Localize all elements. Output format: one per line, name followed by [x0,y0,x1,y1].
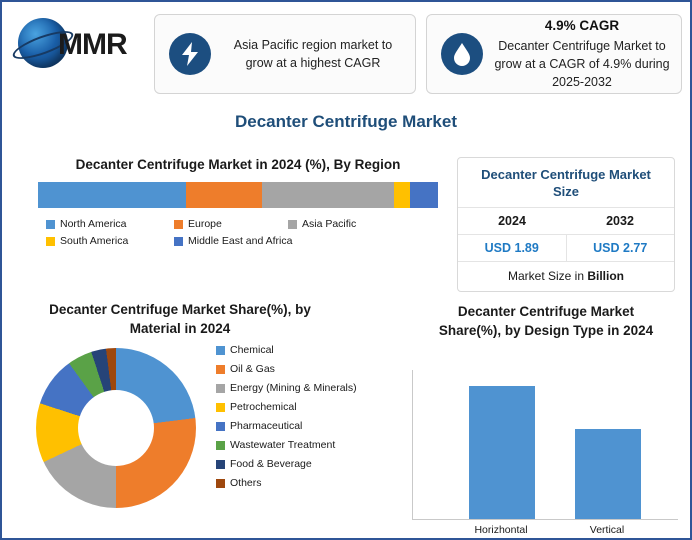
legend-label: Energy (Mining & Minerals) [230,382,357,394]
legend-label: Food & Beverage [230,458,312,470]
market-size-panel [457,157,675,292]
design-type-chart [406,302,684,536]
header-badge-asia-pacific [154,14,416,94]
water-drop-icon [441,33,483,75]
design-chart-title: Decanter Centrifuge Market Share(%), by Design Type in 2024 [438,304,654,338]
legend-label: South America [60,235,129,247]
logo-text: MMR [58,28,127,61]
page-title: Decanter Centrifuge Market [234,112,457,131]
design-bar-horizontal [469,386,535,519]
legend-swatch-wastewater-treatment [216,441,225,450]
legend-item [174,235,292,247]
legend-item [46,218,174,230]
legend-label: Asia Pacific [302,218,357,230]
region-chart [32,157,444,252]
legend-swatch-asia-pacific [288,220,297,229]
donut-graphic [36,348,196,508]
legend-swatch-south-america [46,237,55,246]
legend-label: Others [230,477,262,489]
header-badge-cagr [426,14,682,94]
market-size-year-2024: 2024 [498,214,526,228]
market-size-year-2032: 2032 [606,214,634,228]
header-badge-cagr-text: Decanter Centrifuge Market to grow at a CAGR of 4.9% during 2025-2032 [494,39,670,89]
legend-swatch-pharmaceutical [216,422,225,431]
legend-swatch-chemical [216,346,225,355]
market-size-footer-prefix: Market Size in [507,269,588,283]
legend-item [216,420,357,432]
legend-item [216,363,357,375]
legend-label: North America [60,218,127,230]
legend-item [216,458,357,470]
legend-item [288,218,356,230]
legend-swatch-north-america [46,220,55,229]
market-size-title: Decanter Centrifuge Market Size [458,158,674,208]
header [2,2,690,110]
legend-item [46,235,174,247]
region-segment-asia-pacific [262,182,394,208]
legend-label: Middle East and Africa [188,235,293,247]
legend-item [216,439,357,451]
legend-label: Petrochemical [230,401,297,413]
material-donut-chart [20,300,440,489]
legend-swatch-oil-gas [216,365,225,374]
market-size-years [458,208,674,235]
legend-swatch-europe [174,220,183,229]
legend-item [216,344,357,356]
legend-label: Europe [188,218,222,230]
lightning-bolt-icon [169,33,211,75]
design-label-horizontal: Horizhontal [474,524,528,536]
legend-swatch-food-beverage [216,460,225,469]
region-segment-north-america [38,182,186,208]
region-chart-title: Decanter Centrifuge Market in 2024 (%), By Region [75,157,401,172]
region-segment-europe [186,182,262,208]
legend-label: Wastewater Treatment [230,439,336,451]
legend-item [216,401,357,413]
legend-label: Chemical [230,344,274,356]
legend-label: Pharmaceutical [230,420,303,432]
legend-swatch-middle-east-africa [174,237,183,246]
header-badge-cagr-block [493,17,681,91]
market-size-value-2024: USD 1.89 [458,235,567,261]
market-size-footer [458,262,674,291]
material-legend [216,344,357,496]
legend-item [174,218,288,230]
region-stacked-bar [38,182,438,208]
market-size-footer-unit: Billion [587,269,625,283]
design-plot-area [412,370,678,520]
cagr-value: 4.9% CAGR [544,18,620,33]
legend-swatch-others [216,479,225,488]
legend-swatch-energy [216,384,225,393]
market-size-value-2032: USD 2.77 [593,241,648,255]
design-bar-vertical [575,429,641,519]
donut-hole [78,390,154,466]
design-label-vertical: Vertical [589,524,625,536]
header-badge-asia-pacific-text: Asia Pacific region market to grow at a highest CAGR [233,38,393,70]
legend-swatch-petrochemical [216,403,225,412]
region-legend [46,218,444,247]
market-size-values [458,235,674,262]
legend-item [216,477,357,489]
legend-item [216,382,357,394]
region-segment-middle-east-africa [410,182,438,208]
logo [10,12,150,74]
legend-label: Oil & Gas [230,363,275,375]
material-chart-title: Decanter Centrifuge Market Share(%), by Material in 2024 [49,302,311,336]
region-segment-south-america [394,182,410,208]
